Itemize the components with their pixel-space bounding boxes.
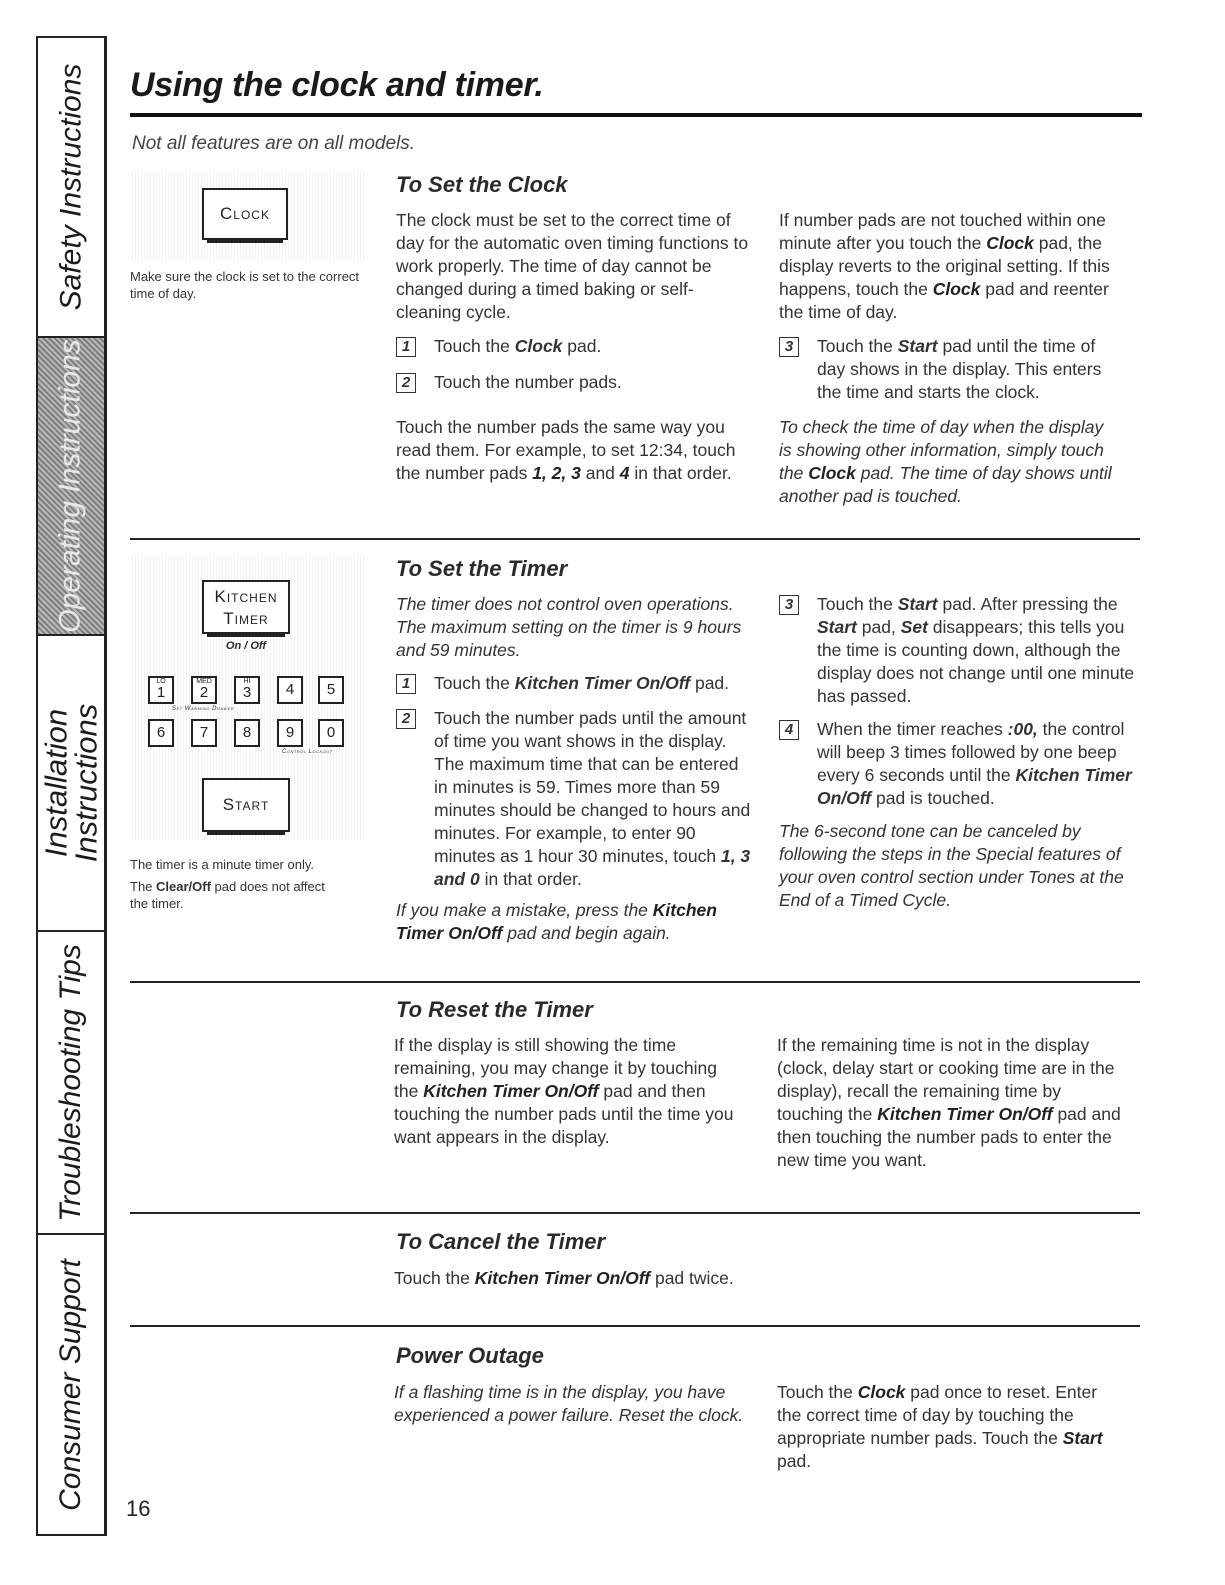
tab-installation-instructions[interactable] [38,636,104,932]
reset-timer-heading: To Reset the Timer [396,997,593,1022]
step-number: 1 [396,674,416,694]
number-key-4: 4 [277,676,303,704]
clock-pad [202,188,288,240]
pad-underline [207,832,285,835]
title-rule [130,113,1142,117]
tab-operating-instructions[interactable] [38,338,104,636]
timer-caption-2: The Clear/Off pad does not affect the timer. [130,879,325,911]
number-key-8: 8 [234,719,260,747]
section-divider [130,538,1140,540]
cancel-timer-text: Touch the Kitchen Timer On/Off pad twice. [394,1268,734,1288]
number-key-2: MED 2 [191,676,217,704]
warming-drawer-label: Set Warming Drawer [172,706,235,712]
set-timer-intro: The timer does not control oven operations. The maximum setting on the timer is 9 hours and 59 minutes. [396,594,742,660]
set-clock-heading: To Set the Clock [396,172,568,197]
cancel-timer-heading: To Cancel the Timer [396,1229,606,1254]
tab-troubleshooting-tips[interactable] [38,932,104,1235]
timer-panel-illustration [132,556,366,840]
page-title: Using the clock and timer. [130,66,544,104]
number-key-3: HI 3 [234,676,260,704]
power-outage-left: If a flashing time is in the display, you have experienced a power failure. Reset the clock. [394,1382,744,1425]
tab-safety-instructions[interactable] [38,38,104,338]
page-subtitle: Not all features are on all models. [132,133,416,154]
step-number: 3 [779,337,799,357]
mistake-note: If you make a mistake, press the Kitchen Timer On/Off pad and begin again. [396,900,717,943]
step-number: 4 [779,720,799,740]
tone-note: The 6-second tone can be canceled by following the steps in the Special features of your oven control section under Tones at the End of a Timed Cycle. [779,821,1124,910]
control-lockout-label: Control Lockout [282,749,333,755]
section-divider [130,1325,1140,1327]
set-clock-timeout-note: If number pads are not touched within one minute after you touch the Clock pad, the display reverts to the original setting. If this happens, touch the Clock pad and reenter the time of day. [779,210,1110,322]
number-key-5: 5 [318,676,344,704]
step-number: 1 [396,337,416,357]
section-sidebar [36,36,107,1536]
clock-caption: Make sure the clock is set to the correct time of day. [130,269,360,301]
number-key-0: 0 [318,719,344,747]
number-key-1: LO 1 [148,676,174,704]
section-divider [130,1212,1140,1214]
tab-label: Operating Instructions [54,339,88,633]
clock-pad-label: Clock [220,204,270,223]
tab-consumer-support[interactable] [38,1235,104,1534]
number-key-9: 9 [277,719,303,747]
reset-timer-right: If the remaining time is not in the display (clock, delay start or cooking time are in the display), recall the remaining time by touching the Kitchen Timer On/Off pad and then touching the number pads to enter the new time you want. [777,1035,1121,1170]
on-off-label: On / Off [225,640,267,652]
step-number: 2 [396,373,416,393]
start-pad: Start [202,778,290,832]
clock-panel-illustration [132,172,366,260]
pad-underline [207,634,285,637]
number-key-6: 6 [148,719,174,747]
tab-label: Installation Instructions [38,703,103,863]
step-number: 3 [779,595,799,615]
set-clock-note: Touch the number pads the same way you read them. For example, to set 12:34, touch the number pads 1, 2, 3 and 4 in that order. [396,417,736,483]
tab-label: Safety Instructions [54,63,88,311]
kitchen-timer-pad: Kitchen Timer [202,580,290,634]
check-time-note: To check the time of day when the display is showing other information, simply touch the Clock pad. The time of day shows until another pad is touched. [779,417,1112,506]
page-number: 16 [126,1496,151,1521]
number-key-7: 7 [191,719,217,747]
section-divider [130,981,1140,983]
set-clock-intro: The clock must be set to the correct time of day for the automatic oven timing functions to work properly. The time of day cannot be changed during a timed baking or self-cleaning cycle. [396,210,749,322]
power-outage-heading: Power Outage [396,1343,544,1368]
tab-label: Consumer Support [54,1258,88,1511]
timer-caption-1: The timer is a minute timer only. [130,857,314,872]
pad-underline [207,240,283,243]
step-number: 2 [396,709,416,729]
tab-label: Troubleshooting Tips [54,943,88,1222]
reset-timer-left: If the display is still showing the time remaining, you may change it by touching the Kitchen Timer On/Off pad and then touching the number pads until the time you want appears in the display. [394,1035,734,1147]
power-outage-right: Touch the Clock pad once to reset. Enter the correct time of day by touching the appropriate number pads. Touch the Start pad. [777,1382,1103,1471]
set-timer-heading: To Set the Timer [396,556,568,581]
